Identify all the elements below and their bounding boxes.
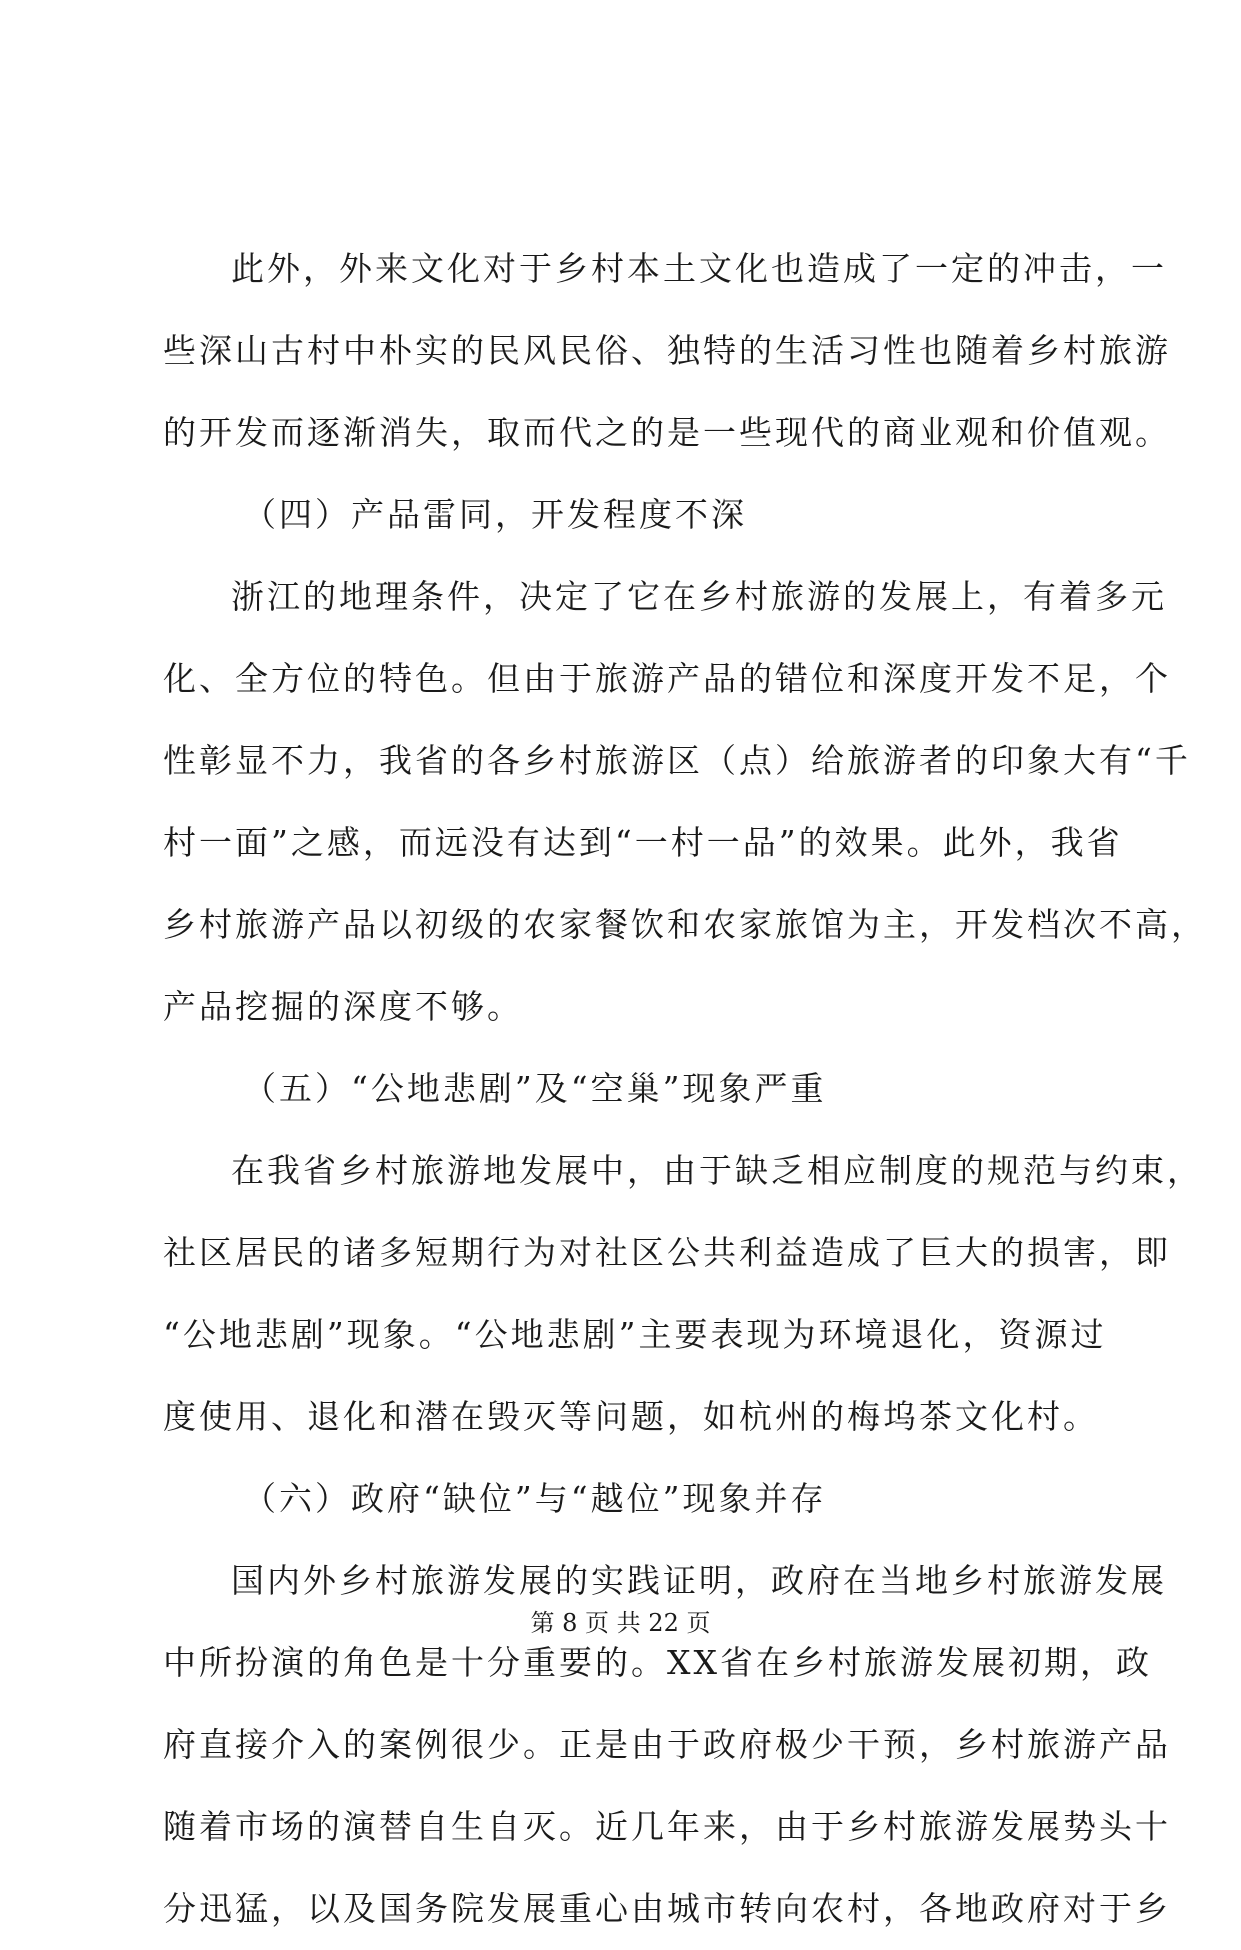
paragraph-line: 化、全方位的特色。但由于旅游产品的错位和深度开发不足，个: [163, 659, 1171, 698]
paragraph-line: 分迅猛，以及国务院发展重心由城市转向农村，各地政府对于乡: [163, 1889, 1171, 1928]
paragraph-line: 浙江的地理条件，决定了它在乡村旅游的发展上，有着多元: [231, 577, 1167, 616]
page-number-label: 第 8 页 共 22 页: [530, 1609, 711, 1637]
paragraph-line: 村一面”之感，而远没有达到“一村一品”的效果。此外，我省: [163, 823, 1123, 862]
paragraph-line: 府直接介入的案例很少。正是由于政府极少干预，乡村旅游产品: [163, 1725, 1171, 1764]
paragraph-line: 中所扮演的角色是十分重要的。XX省在乡村旅游发展初期，政: [163, 1643, 1152, 1682]
paragraph-line: 乡村旅游产品以初级的农家餐饮和农家旅馆为主，开发档次不高，: [163, 905, 1207, 944]
document-body: [163, 228, 1207, 1950]
paragraph-line: 些深山古村中朴实的民风民俗、独特的生活习性也随着乡村旅游: [163, 331, 1171, 370]
section-heading: （五）“公地悲剧”及“空巢”现象严重: [243, 1069, 827, 1108]
paragraph-line: 在我省乡村旅游地发展中，由于缺乏相应制度的规范与约束，: [231, 1151, 1203, 1190]
paragraph-line: 国内外乡村旅游发展的实践证明，政府在当地乡村旅游发展: [231, 1561, 1167, 1600]
paragraph-line: 随着市场的演替自生自灭。近几年来，由于乡村旅游发展势头十: [163, 1807, 1171, 1846]
paragraph-line: 此外，外来文化对于乡村本土文化也造成了一定的冲击，一: [231, 249, 1167, 288]
section-heading: （四）产品雷同，开发程度不深: [243, 495, 747, 534]
paragraph-line: “公地悲剧”现象。“公地悲剧”主要表现为环境退化，资源过: [163, 1315, 1107, 1354]
paragraph-line: 性彰显不力，我省的各乡村旅游区（点）给旅游者的印象大有“千: [163, 741, 1191, 780]
paragraph-line: 的开发而逐渐消失，取而代之的是一些现代的商业观和价值观。: [163, 413, 1171, 452]
page-footer: [0, 1607, 1241, 1639]
section-heading: （六）政府“缺位”与“越位”现象并存: [243, 1479, 827, 1518]
paragraph-line: 产品挖掘的深度不够。: [163, 987, 523, 1026]
paragraph-line: 度使用、退化和潜在毁灭等问题，如杭州的梅坞茶文化村。: [163, 1397, 1099, 1436]
paragraph-line: 社区居民的诸多短期行为对社区公共利益造成了巨大的损害，即: [163, 1233, 1171, 1272]
